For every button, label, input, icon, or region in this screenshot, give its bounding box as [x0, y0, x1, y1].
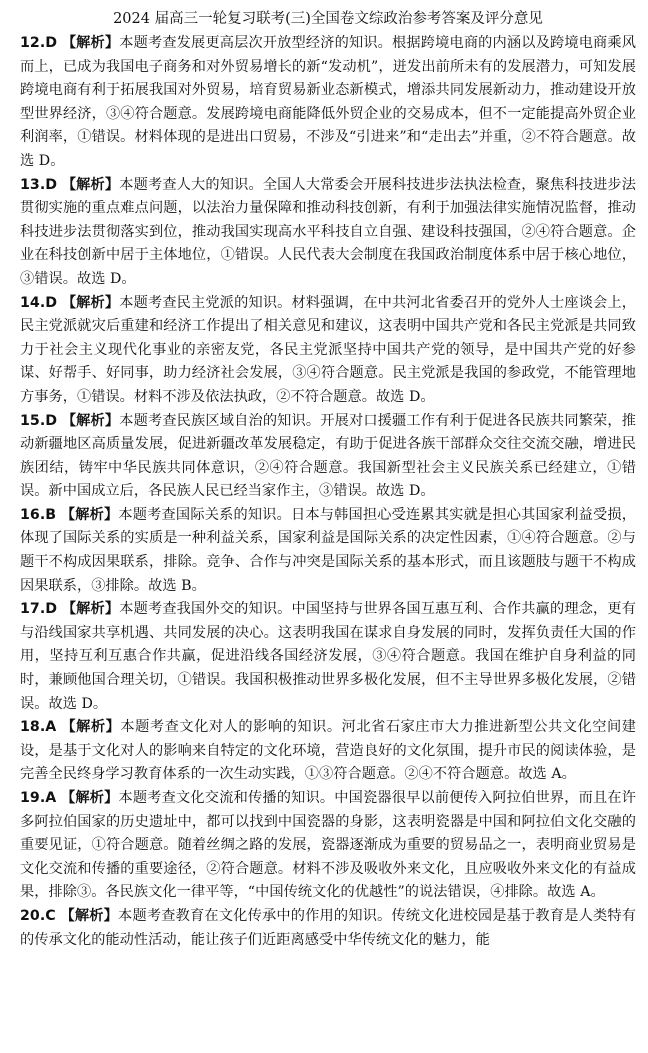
answer-label: 19.A: [20, 790, 57, 806]
answer-text: 本题考查国际关系的知识。日本与韩国担心受连累其实就是担心其国家利益受损，体现了国际关系的实质是一种利益关系，国家利益是国际关系的决定性因素，①④符合题意。②与题干不构成因果联系，排除。竞争、合作与冲突是国际关系的基本形式，而且该题肢与题干不构成因果联系，③排除。故选 B。: [20, 506, 637, 594]
document-title: 2024 届高三一轮复习联考(三)全国卷文综政治参考答案及评分意见: [113, 11, 543, 27]
answer-item: [20, 598, 636, 716]
analysis-tag: 【解析】: [61, 601, 120, 618]
analysis-tag: 【解析】: [61, 176, 120, 193]
answer-text: 本题考查文化交流和传播的知识。中国瓷器很早以前便传入阿拉伯世界，而且在许多阿拉伯国家的历史遗址中，都可以找到中国瓷器的身影，这表明瓷器是中国和阿拉伯文化交融的重要见证，①符合题意。随着丝绸之路的发展，瓷器逐渐成为重要的贸易品之一，表明商业贸易是文化交流和传播的重要途径，②符合题意。材料不涉及吸收外来文化，且应吸收外来文化的有益成果，排除③。各民族文化一律平等，“中国传统文化的优越性”的说法错误，④排除。故选 A。: [20, 790, 636, 901]
answer-text: 本题考查文化对人的影响的知识。河北省石家庄市大力推进新型公共文化空间建设，是基于文化对人的影响来自特定的文化环境，营造良好的文化氛围，提升市民的阅读体验，是完善全民终身学习教育体系的一次生动实践，①③符合题意。②④不符合题意。故选 A。: [20, 719, 636, 783]
answer-label: 17.D: [20, 601, 58, 618]
answer-text: 本题考查人大的知识。全国人大常委会开展科技进步法执法检查，聚焦科技进步法贯彻实施的重点难点问题，以法治力量保障和推动科技创新，有利于加强法律实施情况监督，推动科技进步法贯彻落实到位，推动我国实现高水平科技自立自强、建设科技强国，②④符合题意。企业在科技创新中居于主体地位，①错误。人民代表大会制度在我国政治制度体系中居于核心地位，③错误。故选 D。: [20, 176, 636, 287]
answer-text: 本题考查我国外交的知识。中国坚持与世界各国互惠互利、合作共赢的理念，更有与沿线国家共享机遇、共同发展的决心。这表明我国在谋求自身发展的同时，发挥负责任大国的作用，坚持互利互惠合作共赢，促进沿线各国经济发展，③④符合题意。我国在维护自身利益的同时，兼顾他国合理关切，①错误。我国积极推动世界多极化发展，但不主导世界多极化发展，②错误。故选 D。: [20, 601, 636, 712]
answer-item: [20, 905, 636, 952]
answer-text: 本题考查发展更高层次开放型经济的知识。根据跨境电商的内涵以及跨境电商乘风而上，已成为我国电子商务和对外贸易增长的新“发动机”，迸发出前所未有的发展潜力，可知发展跨境电商有利于拓展我国对外贸易，培育贸易新业态新模式，增添共同发展新动力，推动建设开放型世界经济，③④符合题意。发展跨境电商能降低外贸企业的交易成本，但不一定能提高外贸企业利润率，①错误。材料体现的是进出口贸易，不涉及“引进来”和“走出去”并重，②不符合题意。故选 D。: [20, 35, 636, 169]
answer-item: [20, 504, 636, 598]
answer-label: 12.D: [20, 35, 58, 51]
answer-label: 15.D: [20, 412, 58, 429]
answer-item: [20, 410, 636, 504]
answer-item: [20, 716, 636, 787]
answer-label: 18.A: [20, 719, 57, 736]
answer-label: 13.D: [20, 176, 58, 193]
answer-item: [20, 174, 636, 292]
answer-item: [20, 292, 636, 410]
analysis-tag: 【解析】: [61, 790, 119, 806]
answer-list: [20, 32, 636, 952]
analysis-tag: 【解析】: [61, 719, 121, 736]
analysis-tag: 【解析】: [60, 907, 119, 924]
analysis-tag: 【解析】: [61, 35, 120, 51]
analysis-tag: 【解析】: [61, 294, 120, 311]
analysis-tag: 【解析】: [61, 412, 120, 429]
answer-label: 14.D: [20, 294, 58, 311]
answer-item: [20, 32, 636, 174]
answer-label: 16.B: [20, 506, 57, 523]
answer-text: 本题考查教育在文化传承中的作用的知识。传统文化进校园是基于教育是人类特有的传承文化的能动性活动，能让孩子们近距离感受中华传统文化的魅力，能: [20, 907, 636, 948]
answer-item: [20, 787, 636, 905]
answer-text: 本题考查民族区域自治的知识。开展对口援疆工作有利于促进各民族共同繁荣，推动新疆地区高质量发展，促进新疆改革发展稳定，有助于促进各族干部群众交往交流交融，增进民族团结，铸牢中华民族共同体意识，②④符合题意。我国新型社会主义民族关系已经建立，①错误。新中国成立后，各民族人民已经当家作主，③错误。故选 D。: [20, 412, 636, 500]
analysis-tag: 【解析】: [60, 506, 119, 523]
answer-label: 20.C: [20, 907, 56, 924]
answer-text: 本题考查民主党派的知识。材料强调，在中共河北省委召开的党外人士座谈会上，民主党派就灾后重建和经济工作提出了相关意见和建议，这表明中国共产党和各民主党派是共同致力于社会主义现代化事业的亲密友党，各民主党派坚持中国共产党的领导，是中国共产党的好参谋、好帮手、好同事，助力经济社会发展，③④符合题意。民主党派是我国的参政党，不能管理地方事务，①错误。材料不涉及依法执政，②不符合题意。故选 D。: [20, 294, 636, 405]
